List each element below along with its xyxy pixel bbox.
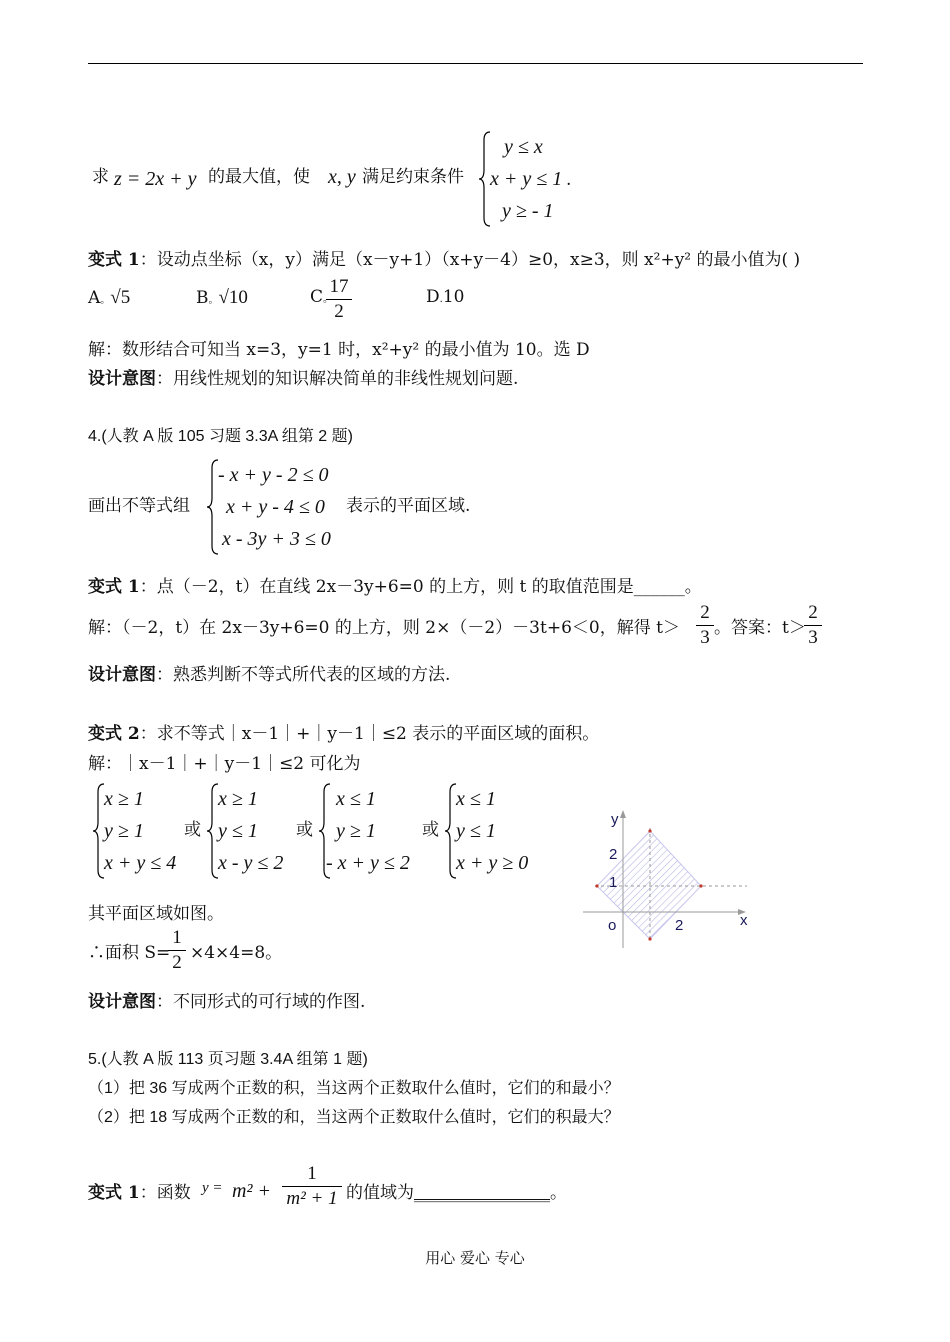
- p5-var1-line: [88, 1178, 191, 1203]
- p5-var1-range-label: 的值域为: [346, 1183, 414, 1203]
- p4-var1-frac-2-num: 2: [808, 602, 818, 623]
- p3-var1-text: ：设动点坐标（x，y）满足（x－y+1）（x+y－4）≥0，x≥3，则 x²+y² 的最小值为( ): [139, 250, 801, 270]
- option-b-value: √10: [218, 287, 248, 308]
- p5-title: 5.(人教 A 版 113 页习题 3.4A 组第 1 题): [88, 1051, 368, 1068]
- p5-var1-text-b: [346, 1178, 567, 1203]
- p4-var1-frac-1: [696, 602, 714, 649]
- case-system-2: [206, 782, 306, 882]
- p4-var2-area-frac: [168, 927, 186, 974]
- header-rule: [88, 63, 863, 64]
- p5-var1-frac: [282, 1163, 342, 1210]
- option-c-den: 2: [334, 301, 344, 322]
- case-4-row-2: y ≤ 1: [456, 820, 496, 842]
- p5-q2: （2）把 18 写成两个正数的和，当这两个正数取什么值时，它们的积最大？: [88, 1109, 620, 1126]
- p5-var1-frac-num: 1: [307, 1163, 317, 1184]
- p5-var1-y-eq: y =: [202, 1180, 223, 1196]
- option-d-value: 10: [442, 287, 465, 307]
- case-system-1: [92, 782, 192, 882]
- p3-vars: x, y: [328, 166, 356, 188]
- x-axis-label: x: [740, 912, 748, 929]
- option-c-key-wrap: C。: [310, 287, 334, 307]
- option-d: D.10: [426, 287, 465, 307]
- or-1: 或: [184, 820, 201, 840]
- page-footer: 用心 爱心 专心: [425, 1249, 525, 1267]
- p4-constraint-2: x + y - 4 ≤ 0: [226, 496, 325, 518]
- p4-var1-label: 变式 1: [88, 577, 140, 597]
- p4-var1-line: [88, 572, 702, 597]
- p4-suffix: 表示的平面区域.: [346, 496, 471, 516]
- case-1-row-2: y ≥ 1: [104, 820, 144, 842]
- p4-var2-line: [88, 719, 599, 744]
- p4-var1-frac-2-den: 3: [808, 627, 818, 648]
- p3-constraint-2: x + y ≤ 1: [490, 168, 563, 190]
- p4-var2-label: 变式 2: [88, 724, 140, 744]
- y-axis-arrow: [620, 810, 626, 818]
- case-2-row-3: x - y ≤ 2: [218, 852, 284, 874]
- p4-var2-region-text: 其平面区域如图。: [88, 904, 224, 924]
- or-2: 或: [296, 820, 313, 840]
- p5-var1-label: 变式 1: [88, 1183, 140, 1203]
- p4-prefix: 画出不等式组: [88, 496, 190, 516]
- p3-constraint-3: y ≥ - 1: [502, 200, 554, 222]
- p4-var2-text: ：求不等式｜x－1｜+｜y－1｜≤2 表示的平面区域的面积。: [139, 724, 600, 744]
- vertex-right: [699, 884, 702, 887]
- tick-y-1: 1: [609, 874, 618, 891]
- y-axis-label: y: [611, 811, 619, 828]
- p5-q1: （1）把 36 写成两个正数的积，当这两个正数取什么值时，它们的和最小？: [88, 1080, 620, 1097]
- p4-constraint-1: - x + y - 2 ≤ 0: [218, 464, 329, 486]
- p3-var1-label: 变式 1: [88, 250, 140, 270]
- option-c-num: 17: [329, 276, 349, 297]
- p3-var1-intent-label: 设计意图: [88, 369, 156, 389]
- p4-var2-area-prefix: ∴面积 S=: [88, 943, 171, 963]
- p5-var1-blank: ________________: [414, 1183, 550, 1203]
- p4-var1-solution-b: 。答案：t＞: [714, 618, 806, 638]
- p4-var2-intent-text: ：不同形式的可行域的作图.: [156, 992, 366, 1012]
- p3-intro-end: 满足约束条件: [362, 167, 464, 187]
- p4-var2-area-suffix: ×4×4=8。: [190, 943, 283, 963]
- vertex-left: [595, 884, 598, 887]
- vertex-bottom: [648, 937, 651, 940]
- p3-var1-intent: [88, 364, 518, 389]
- case-1-row-3: x + y ≤ 4: [104, 852, 177, 874]
- p3-constraint-1: y ≤ x: [504, 136, 543, 158]
- p3-var1-solution: 解：数形结合可知当 x=3，y=1 时，x²+y² 的最小值为 10。选 D: [88, 340, 590, 360]
- p5-var1-m2: m² +: [232, 1180, 271, 1202]
- p5-var1-text-a: ：函数: [139, 1183, 191, 1203]
- or-3: 或: [422, 820, 439, 840]
- option-a-key: A: [88, 288, 101, 308]
- case-4-row-3: x + y ≥ 0: [456, 852, 529, 874]
- p4-var2-intent: [88, 987, 365, 1012]
- option-b-key: B: [196, 288, 209, 308]
- p3-intro-mid: 的最大值，使: [208, 167, 310, 187]
- p4-var1-frac-1-den: 3: [700, 627, 710, 648]
- p4-constraint-3: x - 3y + 3 ≤ 0: [222, 528, 331, 550]
- option-a: A。√5: [88, 287, 131, 308]
- p4-var1-frac-2: [804, 602, 822, 649]
- p4-var1-intent-label: 设计意图: [88, 665, 156, 685]
- case-3-row-2: y ≥ 1: [336, 820, 376, 842]
- p4-var1-intent: [88, 660, 450, 685]
- p4-constraint-system: [206, 458, 356, 558]
- case-system-3: [318, 782, 428, 882]
- p5-var1-end: 。: [550, 1183, 567, 1203]
- option-d-key: D: [426, 287, 440, 307]
- p4-var1-intent-text: ：熟悉判断不等式所代表的区域的方法.: [156, 665, 451, 685]
- tick-y-2: 2: [609, 846, 618, 863]
- case-3-row-3: - x + y ≤ 2: [326, 852, 410, 874]
- p4-var1-solution-a: 解：（－2，t）在 2x－3y+6=0 的上方，则 2×（－2）－3t+6＜0，解得 t＞: [88, 618, 680, 638]
- p4-var2-intent-label: 设计意图: [88, 992, 156, 1012]
- option-b: B。√10: [196, 287, 248, 308]
- option-c-fraction: [326, 276, 352, 323]
- option-a-value: √5: [110, 287, 131, 308]
- case-2-row-1: x ≥ 1: [218, 788, 258, 810]
- case-2-row-2: y ≤ 1: [218, 820, 258, 842]
- p3-period: .: [566, 170, 572, 190]
- p5-var1-frac-den: m² + 1: [286, 1188, 338, 1209]
- p3-var1-intent-text: ：用线性规划的知识解决简单的非线性规划问题.: [156, 369, 519, 389]
- p3-constraint-system: [478, 130, 588, 230]
- p4-var2-solution-intro: 解：｜x－1｜+｜y－1｜≤2 可化为: [88, 754, 361, 774]
- region-graph: [575, 800, 760, 950]
- case-1-row-1: x ≥ 1: [104, 788, 144, 810]
- p3-qiu: 求: [92, 167, 109, 187]
- p4-var1-frac-1-num: 2: [700, 602, 710, 623]
- p3-objective: z = 2x + y: [114, 168, 197, 190]
- p4-var1-text: ：点（－2，t）在直线 2x－3y+6=0 的上方，则 t 的取值范围是______。: [139, 577, 702, 597]
- p4-var2-area-num: 1: [172, 927, 182, 948]
- case-system-4: [444, 782, 544, 882]
- option-c-key: C: [310, 287, 324, 307]
- origin-label: o: [608, 917, 617, 934]
- tick-x-2: 2: [675, 917, 684, 934]
- p4-var2-area-den: 2: [172, 952, 182, 973]
- p3-var1-line: [88, 245, 800, 270]
- vertex-top: [648, 829, 651, 832]
- p4-title: 4.(人教 A 版 105 习题 3.3A 组第 2 题): [88, 428, 353, 445]
- case-3-row-1: x ≤ 1: [336, 788, 376, 810]
- case-4-row-1: x ≤ 1: [456, 788, 496, 810]
